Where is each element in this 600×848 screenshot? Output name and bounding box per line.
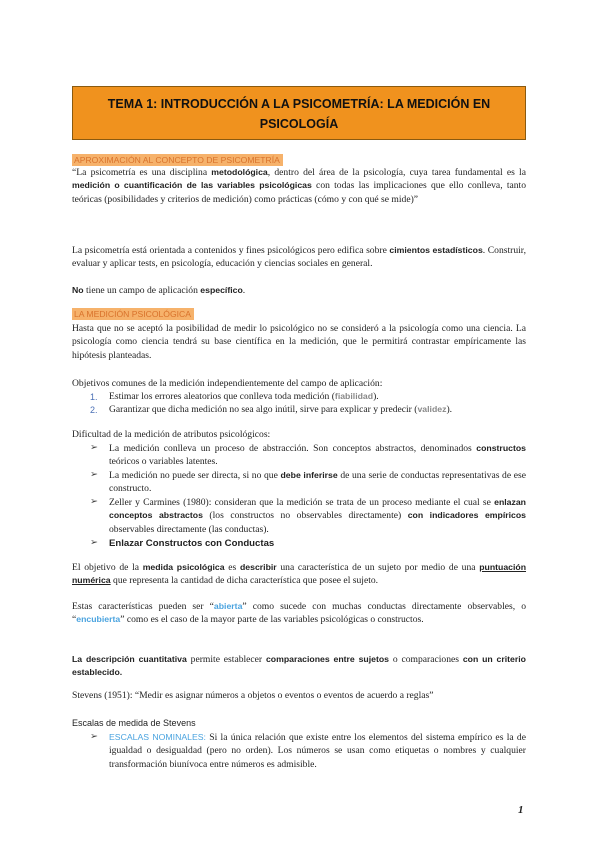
list-item: La medición conlleva un proceso de abstracción. Son conceptos abstractos, denominados constructos teóricos o variables latentes. [109, 443, 526, 468]
objetivo-medida-paragraph: El objetivo de la medida psicológica es describir una característica de un sujeto por medio de una puntuación numérica que representa la cantidad de dicha característica que posee el sujeto. [72, 562, 527, 587]
arrow-bullet-icon: ➢ [90, 537, 99, 548]
list-number: 2. [90, 405, 98, 415]
dificultad-intro: Dificultad de la medición de atributos psicológicos: [72, 429, 271, 440]
page-title: TEMA 1: INTRODUCCIÓN A LA PSICOMETRÍA: LA MEDICIÓN EN PSICOLOGÍA [72, 86, 526, 140]
escalas-heading: Escalas de medida de Stevens [72, 718, 196, 728]
arrow-bullet-icon: ➢ [90, 469, 99, 480]
list-item: Estimar los errores aleatorios que conlleva toda medición (fiabilidad). [109, 391, 379, 402]
hasta-paragraph: Hasta que no se aceptó la posibilidad de medir lo psicológico no se consideró a la psicología como una ciencia. La psicología como ciencia tendrá su base científica en la medición, que le permitirá contrastar empíricamente las hipótesis planteadas. [72, 323, 526, 361]
list-number: 1. [90, 392, 98, 402]
arrow-bullet-icon: ➢ [90, 496, 99, 507]
page-number: 1 [518, 804, 524, 816]
orientation-paragraph: La psicometría está orientada a contenidos y fines psicológicos pero edifica sobre cimientos estadísticos. Construir, evaluar y aplicar tests, en psicología, educación y ciencias sociales en general. [72, 245, 527, 270]
list-item: Garantizar que dicha medición no sea algo inútil, sirve para explicar y predecir (validez). [109, 404, 453, 415]
section-heading-medicion: LA MEDICIÓN PSICOLÓGICA [72, 308, 194, 320]
arrow-bullet-icon: ➢ [90, 442, 99, 453]
caracteristicas-paragraph: Estas características pueden ser “abierta” como sucede con muchas conductas directamente observables, o “encubierta” como es el caso de la mayor parte de las variables psicológicas o constructos. [72, 601, 527, 626]
objetivos-intro: Objetivos comunes de la medición independientemente del campo de aplicación: [72, 378, 383, 389]
list-item: ESCALAS NOMINALES: Si la única relación que existe entre los elementos del sistema empírico es la de igualdad o desigualdad (pero no orden). Los números se usan como etiquetas o nombres y cualquier transformación biunívoca entre números es admisible. [109, 732, 526, 770]
stevens-quote: Stevens (1951): “Medir es asignar números a objetos o eventos o eventos de acuerdo a reglas” [72, 690, 434, 701]
list-item: Zeller y Carmines (1980): consideran que la medición se trata de un proceso mediante el cual se enlazan conceptos abstractos (los constructos no observables directamente) con indicadores empíricos observables directamente (las conductas). [109, 497, 527, 535]
no-campo-paragraph: No tiene un campo de aplicación específico. [72, 285, 246, 296]
definition-quote: “La psicometría es una disciplina metodológica, dentro del área de la psicología, cuya tarea fundamental es la medición o cuantificación de las variables psicológicas con todas las implicaciones que ello conlleva, tanto teóricas (posibilidades y criterios de medición) como prácticas (cómo y con qué se mide)” [72, 167, 526, 205]
section-heading-psicometria: APROXIMACIÓN AL CONCEPTO DE PSICOMETRÍA [72, 154, 283, 166]
arrow-bullet-icon: ➢ [90, 731, 99, 742]
list-item: La medición no puede ser directa, si no que debe inferirse de una serie de conductas representativas de ese constructo. [109, 470, 526, 495]
descripcion-paragraph: La descripción cuantitativa permite establecer comparaciones entre sujetos o comparaciones con un criterio establecido. [72, 654, 526, 678]
list-item: Enlazar Constructos con Conductas [109, 538, 275, 549]
